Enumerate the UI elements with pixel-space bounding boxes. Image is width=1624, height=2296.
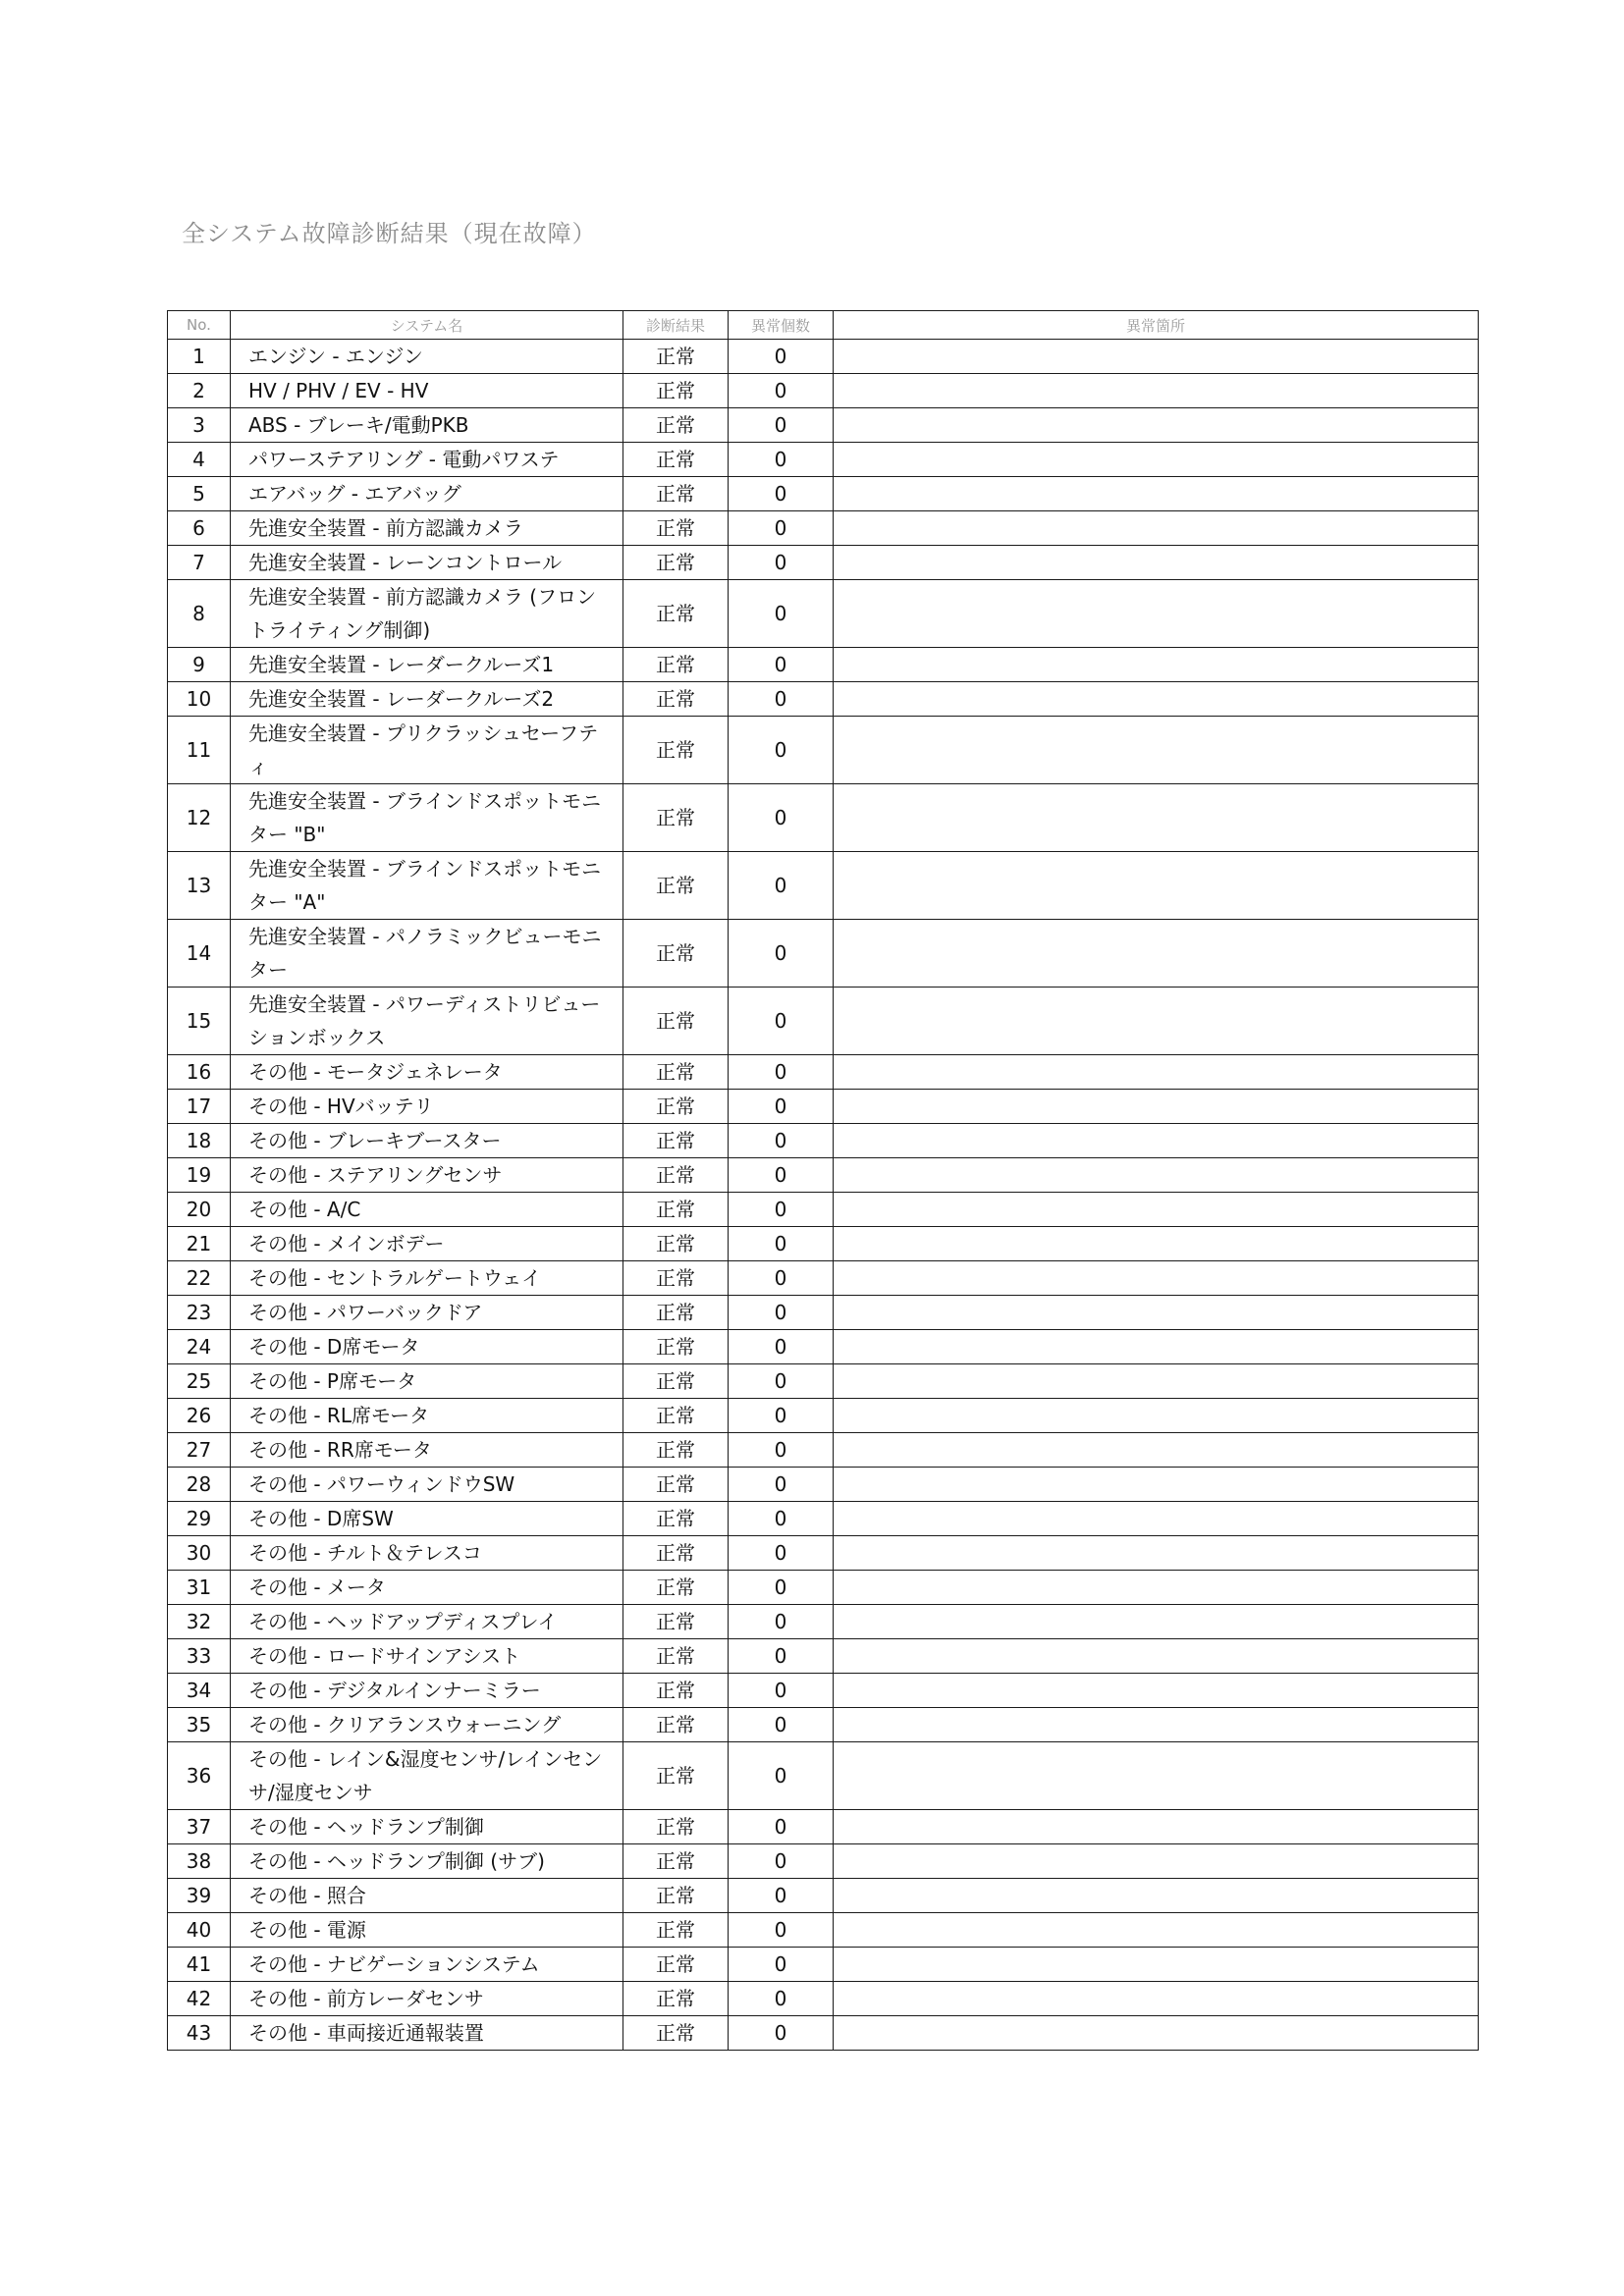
row-number: 40 [168, 1913, 231, 1948]
system-name-cell: HV / PHV / EV - HV [231, 374, 623, 408]
row-number: 26 [168, 1399, 231, 1433]
table-row [168, 988, 1479, 1055]
fault-count-cell: 0 [729, 1468, 834, 1502]
fault-count-cell: 0 [729, 2016, 834, 2051]
system-name-cell: その他 - HVバッテリ [231, 1090, 623, 1124]
fault-count-cell: 0 [729, 1913, 834, 1948]
row-number: 18 [168, 1124, 231, 1158]
diagnosis-result-cell: 正常 [623, 374, 729, 408]
diagnosis-result-cell: 正常 [623, 1433, 729, 1468]
system-name-cell: エアバッグ - エアバッグ [231, 477, 623, 511]
table-row [168, 784, 1479, 852]
table-row [168, 1502, 1479, 1536]
fault-count-cell: 0 [729, 1810, 834, 1844]
fault-location-cell [834, 1227, 1479, 1261]
diagnosis-result-cell: 正常 [623, 1364, 729, 1399]
fault-location-cell [834, 1296, 1479, 1330]
row-number: 43 [168, 2016, 231, 2051]
row-number: 17 [168, 1090, 231, 1124]
system-name-cell: その他 - ヘッドアップディスプレイ [231, 1605, 623, 1639]
system-name-cell: その他 - メータ [231, 1571, 623, 1605]
system-name-cell: その他 - パワーバックドア [231, 1296, 623, 1330]
diagnosis-result-cell: 正常 [623, 1571, 729, 1605]
fault-location-cell [834, 1708, 1479, 1742]
table-row [168, 1639, 1479, 1674]
diagnosis-result-cell: 正常 [623, 920, 729, 988]
system-name-cell: その他 - 車両接近通報装置 [231, 2016, 623, 2051]
diagnosis-result-cell: 正常 [623, 1090, 729, 1124]
table-row [168, 1261, 1479, 1296]
system-name-cell: 先進安全装置 - ブラインドスポットモニター "B" [231, 784, 623, 852]
fault-location-cell [834, 1742, 1479, 1810]
diagnosis-result-cell: 正常 [623, 408, 729, 443]
row-number: 34 [168, 1674, 231, 1708]
diagnosis-result-cell: 正常 [623, 1674, 729, 1708]
row-number: 39 [168, 1879, 231, 1913]
diagnosis-result-cell: 正常 [623, 1708, 729, 1742]
fault-location-cell [834, 1124, 1479, 1158]
system-name-cell: その他 - P席モータ [231, 1364, 623, 1399]
system-name-cell: その他 - RR席モータ [231, 1433, 623, 1468]
row-number: 33 [168, 1639, 231, 1674]
table-row [168, 340, 1479, 374]
table-row [168, 511, 1479, 546]
row-number: 9 [168, 648, 231, 682]
diagnosis-result-cell: 正常 [623, 717, 729, 784]
fault-location-cell [834, 988, 1479, 1055]
fault-location-cell [834, 1674, 1479, 1708]
row-number: 27 [168, 1433, 231, 1468]
system-name-cell: エンジン - エンジン [231, 340, 623, 374]
table-row [168, 1399, 1479, 1433]
fault-count-cell: 0 [729, 1399, 834, 1433]
fault-count-cell: 0 [729, 1433, 834, 1468]
system-name-cell: その他 - 電源 [231, 1913, 623, 1948]
row-number: 5 [168, 477, 231, 511]
system-name-cell: その他 - メインボデー [231, 1227, 623, 1261]
fault-count-cell: 0 [729, 1674, 834, 1708]
fault-count-cell: 0 [729, 1844, 834, 1879]
fault-count-cell: 0 [729, 1605, 834, 1639]
diagnosis-result-cell: 正常 [623, 1502, 729, 1536]
system-name-cell: 先進安全装置 - パワーディストリビューションボックス [231, 988, 623, 1055]
diagnosis-result-cell: 正常 [623, 1844, 729, 1879]
fault-location-cell [834, 1605, 1479, 1639]
fault-location-cell [834, 374, 1479, 408]
system-name-cell: その他 - ヘッドランプ制御 [231, 1810, 623, 1844]
fault-location-cell [834, 1982, 1479, 2016]
row-number: 15 [168, 988, 231, 1055]
system-name-cell: パワーステアリング - 電動パワステ [231, 443, 623, 477]
diagnosis-result-cell: 正常 [623, 1742, 729, 1810]
row-number: 4 [168, 443, 231, 477]
row-number: 31 [168, 1571, 231, 1605]
fault-location-cell [834, 1055, 1479, 1090]
fault-location-cell [834, 1433, 1479, 1468]
system-name-cell: その他 - パワーウィンドウSW [231, 1468, 623, 1502]
fault-location-cell [834, 648, 1479, 682]
fault-location-cell [834, 580, 1479, 648]
system-name-cell: その他 - レイン&湿度センサ/レインセンサ/湿度センサ [231, 1742, 623, 1810]
row-number: 11 [168, 717, 231, 784]
system-name-cell: その他 - ナビゲーションシステム [231, 1948, 623, 1982]
fault-count-cell: 0 [729, 1227, 834, 1261]
table-row [168, 852, 1479, 920]
row-number: 1 [168, 340, 231, 374]
system-name-cell: その他 - ステアリングセンサ [231, 1158, 623, 1193]
diagnosis-result-cell: 正常 [623, 1468, 729, 1502]
system-name-cell: その他 - D席SW [231, 1502, 623, 1536]
diagnosis-result-cell: 正常 [623, 477, 729, 511]
fault-count-cell: 0 [729, 374, 834, 408]
header-no: No. [168, 311, 231, 340]
diagnosis-result-cell: 正常 [623, 511, 729, 546]
row-number: 32 [168, 1605, 231, 1639]
diagnosis-result-cell: 正常 [623, 852, 729, 920]
fault-count-cell: 0 [729, 682, 834, 717]
row-number: 20 [168, 1193, 231, 1227]
fault-count-cell: 0 [729, 1571, 834, 1605]
row-number: 10 [168, 682, 231, 717]
table-row [168, 1605, 1479, 1639]
table-body [168, 340, 1479, 2051]
table-row [168, 1674, 1479, 1708]
header-fault-location: 異常箇所 [834, 311, 1479, 340]
fault-location-cell [834, 852, 1479, 920]
row-number: 7 [168, 546, 231, 580]
fault-count-cell: 0 [729, 1879, 834, 1913]
table-row [168, 546, 1479, 580]
fault-count-cell: 0 [729, 340, 834, 374]
row-number: 42 [168, 1982, 231, 2016]
table-row [168, 648, 1479, 682]
fault-location-cell [834, 682, 1479, 717]
fault-location-cell [834, 511, 1479, 546]
fault-location-cell [834, 1639, 1479, 1674]
row-number: 30 [168, 1536, 231, 1571]
diagnosis-result-cell: 正常 [623, 1536, 729, 1571]
table-row [168, 2016, 1479, 2051]
fault-count-cell: 0 [729, 443, 834, 477]
fault-count-cell: 0 [729, 988, 834, 1055]
row-number: 16 [168, 1055, 231, 1090]
table-row [168, 408, 1479, 443]
table-row [168, 1227, 1479, 1261]
diagnosis-result-cell: 正常 [623, 1193, 729, 1227]
fault-count-cell: 0 [729, 408, 834, 443]
page-title: 全システム故障診断結果（現在故障） [182, 220, 597, 247]
diagnosis-result-cell: 正常 [623, 988, 729, 1055]
diagnosis-result-cell: 正常 [623, 1330, 729, 1364]
diagnosis-result-cell: 正常 [623, 1639, 729, 1674]
system-name-cell: その他 - セントラルゲートウェイ [231, 1261, 623, 1296]
table-row [168, 1879, 1479, 1913]
row-number: 29 [168, 1502, 231, 1536]
diagnosis-result-cell: 正常 [623, 1879, 729, 1913]
table-row [168, 1193, 1479, 1227]
fault-location-cell [834, 1536, 1479, 1571]
fault-location-cell [834, 1399, 1479, 1433]
diagnosis-result-cell: 正常 [623, 648, 729, 682]
row-number: 25 [168, 1364, 231, 1399]
diagnosis-result-cell: 正常 [623, 1399, 729, 1433]
table-row [168, 477, 1479, 511]
row-number: 8 [168, 580, 231, 648]
fault-count-cell: 0 [729, 1502, 834, 1536]
table-row [168, 1433, 1479, 1468]
fault-location-cell [834, 1330, 1479, 1364]
diagnosis-result-cell: 正常 [623, 546, 729, 580]
system-name-cell: その他 - D席モータ [231, 1330, 623, 1364]
system-name-cell: その他 - モータジェネレータ [231, 1055, 623, 1090]
diagnosis-result-cell: 正常 [623, 1124, 729, 1158]
table-row [168, 443, 1479, 477]
fault-location-cell [834, 2016, 1479, 2051]
system-name-cell: 先進安全装置 - 前方認識カメラ (フロントライティング制御) [231, 580, 623, 648]
diagnosis-result-cell: 正常 [623, 1261, 729, 1296]
fault-count-cell: 0 [729, 1296, 834, 1330]
system-name-cell: 先進安全装置 - レーダークルーズ1 [231, 648, 623, 682]
fault-location-cell [834, 1948, 1479, 1982]
fault-count-cell: 0 [729, 852, 834, 920]
system-name-cell: 先進安全装置 - 前方認識カメラ [231, 511, 623, 546]
row-number: 23 [168, 1296, 231, 1330]
fault-location-cell [834, 1502, 1479, 1536]
system-name-cell: その他 - デジタルインナーミラー [231, 1674, 623, 1708]
table-row [168, 1742, 1479, 1810]
fault-location-cell [834, 1844, 1479, 1879]
diagnosis-result-cell: 正常 [623, 1913, 729, 1948]
fault-location-cell [834, 546, 1479, 580]
fault-count-cell: 0 [729, 477, 834, 511]
diagnosis-result-cell: 正常 [623, 1158, 729, 1193]
fault-count-cell: 0 [729, 784, 834, 852]
system-name-cell: 先進安全装置 - パノラミックビューモニター [231, 920, 623, 988]
diagnosis-result-cell: 正常 [623, 580, 729, 648]
fault-count-cell: 0 [729, 1639, 834, 1674]
fault-location-cell [834, 1158, 1479, 1193]
fault-count-cell: 0 [729, 1982, 834, 2016]
system-name-cell: その他 - クリアランスウォーニング [231, 1708, 623, 1742]
fault-location-cell [834, 1810, 1479, 1844]
table-row [168, 374, 1479, 408]
row-number: 6 [168, 511, 231, 546]
fault-location-cell [834, 1468, 1479, 1502]
diagnosis-result-cell: 正常 [623, 682, 729, 717]
fault-count-cell: 0 [729, 1742, 834, 1810]
fault-count-cell: 0 [729, 1536, 834, 1571]
diagnosis-result-cell: 正常 [623, 1296, 729, 1330]
table-row [168, 1330, 1479, 1364]
header-system-name: システム名 [231, 311, 623, 340]
fault-location-cell [834, 920, 1479, 988]
table-row [168, 1913, 1479, 1948]
table-row [168, 1090, 1479, 1124]
system-name-cell: 先進安全装置 - レーダークルーズ2 [231, 682, 623, 717]
fault-location-cell [834, 1571, 1479, 1605]
system-name-cell: 先進安全装置 - ブラインドスポットモニター "A" [231, 852, 623, 920]
system-name-cell: その他 - A/C [231, 1193, 623, 1227]
fault-location-cell [834, 717, 1479, 784]
fault-count-cell: 0 [729, 648, 834, 682]
row-number: 13 [168, 852, 231, 920]
table-row [168, 1296, 1479, 1330]
diagnosis-result-cell: 正常 [623, 2016, 729, 2051]
row-number: 14 [168, 920, 231, 988]
fault-location-cell [834, 1879, 1479, 1913]
fault-location-cell [834, 1090, 1479, 1124]
table-row [168, 1055, 1479, 1090]
row-number: 28 [168, 1468, 231, 1502]
table-row [168, 1844, 1479, 1879]
diagnosis-result-cell: 正常 [623, 443, 729, 477]
system-name-cell: 先進安全装置 - プリクラッシュセーフティ [231, 717, 623, 784]
row-number: 22 [168, 1261, 231, 1296]
fault-count-cell: 0 [729, 1124, 834, 1158]
table-row [168, 1948, 1479, 1982]
fault-count-cell: 0 [729, 1090, 834, 1124]
table-header-row [168, 311, 1479, 340]
row-number: 24 [168, 1330, 231, 1364]
fault-count-cell: 0 [729, 546, 834, 580]
table-row [168, 1708, 1479, 1742]
fault-location-cell [834, 477, 1479, 511]
table-row [168, 1158, 1479, 1193]
row-number: 3 [168, 408, 231, 443]
row-number: 38 [168, 1844, 231, 1879]
fault-count-cell: 0 [729, 1158, 834, 1193]
fault-location-cell [834, 1261, 1479, 1296]
diagnosis-results-table [167, 310, 1479, 2051]
fault-count-cell: 0 [729, 1948, 834, 1982]
diagnosis-result-cell: 正常 [623, 1810, 729, 1844]
table-row [168, 1810, 1479, 1844]
system-name-cell: その他 - ロードサインアシスト [231, 1639, 623, 1674]
fault-count-cell: 0 [729, 1708, 834, 1742]
header-fault-count: 異常個数 [729, 311, 834, 340]
diagnosis-result-cell: 正常 [623, 1605, 729, 1639]
fault-location-cell [834, 408, 1479, 443]
table-row [168, 717, 1479, 784]
fault-count-cell: 0 [729, 1261, 834, 1296]
table-row [168, 1571, 1479, 1605]
table-row [168, 682, 1479, 717]
fault-location-cell [834, 443, 1479, 477]
diagnosis-result-cell: 正常 [623, 784, 729, 852]
fault-count-cell: 0 [729, 580, 834, 648]
fault-location-cell [834, 1364, 1479, 1399]
fault-count-cell: 0 [729, 717, 834, 784]
system-name-cell: その他 - ブレーキブースター [231, 1124, 623, 1158]
row-number: 36 [168, 1742, 231, 1810]
system-name-cell: その他 - 照合 [231, 1879, 623, 1913]
row-number: 37 [168, 1810, 231, 1844]
system-name-cell: その他 - ヘッドランプ制御 (サブ) [231, 1844, 623, 1879]
fault-count-cell: 0 [729, 511, 834, 546]
fault-location-cell [834, 1913, 1479, 1948]
fault-count-cell: 0 [729, 1330, 834, 1364]
table-row [168, 1468, 1479, 1502]
table-row [168, 920, 1479, 988]
system-name-cell: その他 - 前方レーダセンサ [231, 1982, 623, 2016]
fault-count-cell: 0 [729, 1364, 834, 1399]
fault-count-cell: 0 [729, 1055, 834, 1090]
diagnosis-result-cell: 正常 [623, 340, 729, 374]
header-diagnosis-result: 診断結果 [623, 311, 729, 340]
system-name-cell: その他 - RL席モータ [231, 1399, 623, 1433]
row-number: 35 [168, 1708, 231, 1742]
table-row [168, 1982, 1479, 2016]
table-row [168, 580, 1479, 648]
diagnosis-result-cell: 正常 [623, 1227, 729, 1261]
row-number: 21 [168, 1227, 231, 1261]
row-number: 41 [168, 1948, 231, 1982]
table-row [168, 1364, 1479, 1399]
fault-count-cell: 0 [729, 1193, 834, 1227]
diagnosis-result-cell: 正常 [623, 1948, 729, 1982]
system-name-cell: ABS - ブレーキ/電動PKB [231, 408, 623, 443]
row-number: 19 [168, 1158, 231, 1193]
diagnosis-result-cell: 正常 [623, 1055, 729, 1090]
table-row [168, 1536, 1479, 1571]
diagnosis-result-cell: 正常 [623, 1982, 729, 2016]
fault-location-cell [834, 784, 1479, 852]
table-row [168, 1124, 1479, 1158]
row-number: 12 [168, 784, 231, 852]
system-name-cell: その他 - チルト＆テレスコ [231, 1536, 623, 1571]
fault-location-cell [834, 1193, 1479, 1227]
system-name-cell: 先進安全装置 - レーンコントロール [231, 546, 623, 580]
fault-count-cell: 0 [729, 920, 834, 988]
fault-location-cell [834, 340, 1479, 374]
row-number: 2 [168, 374, 231, 408]
